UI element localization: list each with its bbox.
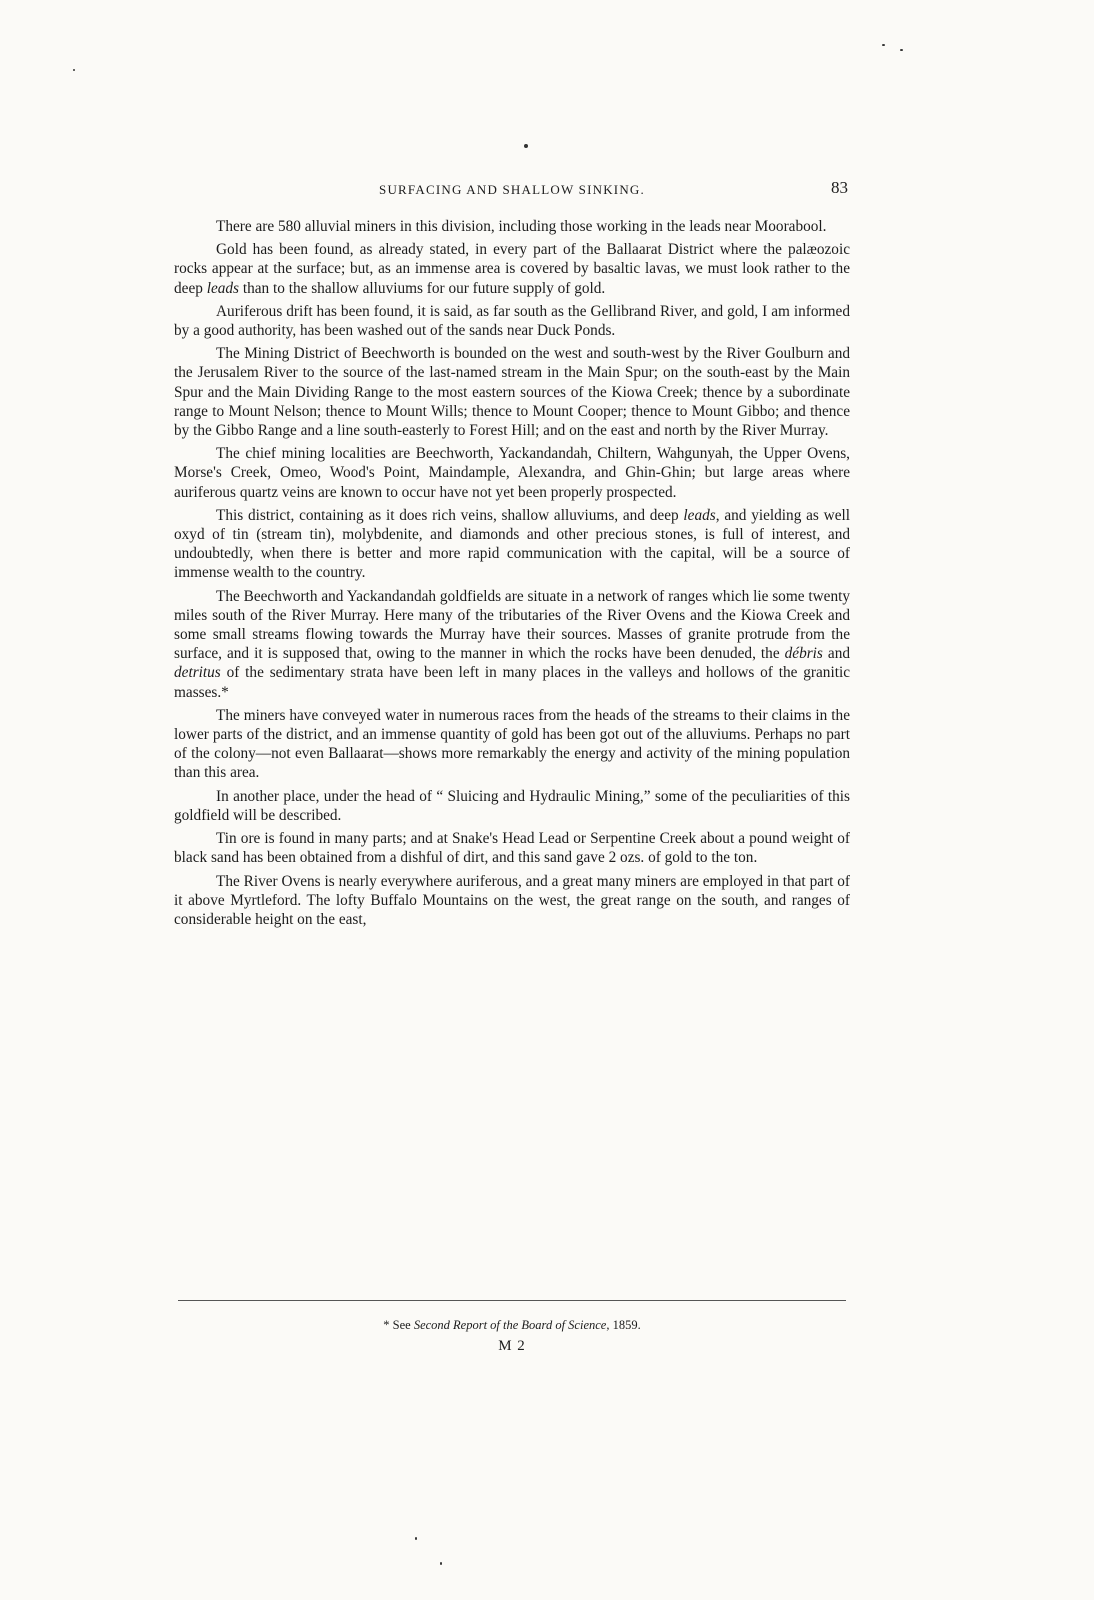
paragraph: There are 580 alluvial miners in this division, including those working in the leads near Moorabool. — [216, 218, 827, 235]
page-number: 83 — [831, 178, 848, 197]
scan-speck — [415, 1537, 417, 1540]
signature-mark: M 2 — [498, 1338, 526, 1354]
running-head — [174, 178, 850, 202]
scan-speck — [524, 144, 528, 148]
paragraph: Gold has been found, as already stated, in every part of the Ballaarat District where the palæozoic rocks appear at the surface; but, as an immense area is covered by basaltic lavas, we must look rather to the deep leads than to the shallow alluviums for our future supply of gold. — [174, 241, 850, 297]
footnote: * See Second Report of the Board of Science, 1859. — [383, 1318, 641, 1332]
footnote-divider — [178, 1300, 846, 1301]
paragraph: This district, containing as it does rich veins, shallow alluviums, and deep leads, and yielding as well oxyd of tin (stream tin), molybdenite, and diamonds and other precious stones, is full of interest, and undoubtedly, when there is better and more rapid communication with the capital, will be a source of immense wealth to the country. — [174, 506, 850, 582]
body-text — [174, 217, 850, 933]
footnote-title: Second Report of the Board of Science, — [413, 1318, 610, 1332]
paragraph: In another place, under the head of “ Sluicing and Hydraulic Mining,” some of the peculiarities of this goldfield will be described. — [174, 787, 850, 824]
italic-term: leads — [206, 279, 239, 297]
scan-speck — [900, 49, 903, 51]
scan-speck — [882, 44, 885, 46]
scan-speck — [73, 69, 75, 71]
paragraph: The Mining District of Beechworth is bounded on the west and south-west by the River Goulburn and the Jerusalem River to the source of the last-named stream in the Main Spur; on the south-east by the Main Spur and the Main Dividing Range to the most eastern sources of the Kiowa Creek; thence by a subordinate range to Mount Nelson; thence to Mount Wills; thence to Mount Cooper; thence to Mount Gibbo; and thence by the Gibbo Range and a line south-easterly to Forest Hill; and on the east and north by the River Murray. — [174, 345, 850, 440]
paragraph: The River Ovens is nearly everywhere auriferous, and a great many miners are employed in that part of it above Myrtleford. The lofty Buffalo Mountains on the west, the great range on the south, and ranges of considerable height on the east, — [174, 872, 850, 928]
italic-term: leads — [683, 506, 716, 524]
paragraph: Tin ore is found in many parts; and at Snake's Head Lead or Serpentine Creek about a pound weight of black sand has been obtained from a dishful of dirt, and this sand gave 2 ozs. of gold to the ton. — [174, 830, 850, 867]
paragraph: The miners have conveyed water in numerous races from the heads of the streams to their claims in the lower parts of the district, and an immense quantity of gold has been got out of the alluviums. Perhaps no part of the colony—not even Ballaarat—shows more remarkably the energy and activity of the mining population than this area. — [174, 706, 850, 782]
paragraph: Auriferous drift has been found, it is said, as far south as the Gellibrand River, and gold, I am informed by a good authority, has been washed out of the sands near Duck Ponds. — [174, 302, 850, 340]
italic-term: detritus — [174, 664, 221, 682]
running-title: SURFACING AND SHALLOW SINKING. — [379, 182, 645, 197]
paragraph: The Beechworth and Yackandandah goldfields are situate in a network of ranges which lie some twenty miles south of the River Murray. Here many of the tributaries of the River Ovens and the Kiowa Creek and some small streams flowing towards the Murray have their sources. Masses of granite protrude from the surface, and it is supposed that, owing to the manner in which the rocks have been denuded, the débris and detritus of the sedimentary strata have been left in many places in the valleys and hollows of the granitic masses.* — [174, 587, 850, 701]
italic-term: débris — [784, 645, 823, 663]
paragraph: The chief mining localities are Beechworth, Yackandandah, Chiltern, Wahgunyah, the Upper Ovens, Morse's Creek, Omeo, Wood's Point, Maindample, Alexandra, and Ghin-Ghin; but large areas where auriferous quartz veins are known to occur have not yet been properly prospected. — [174, 445, 850, 501]
scan-speck — [440, 1562, 442, 1565]
